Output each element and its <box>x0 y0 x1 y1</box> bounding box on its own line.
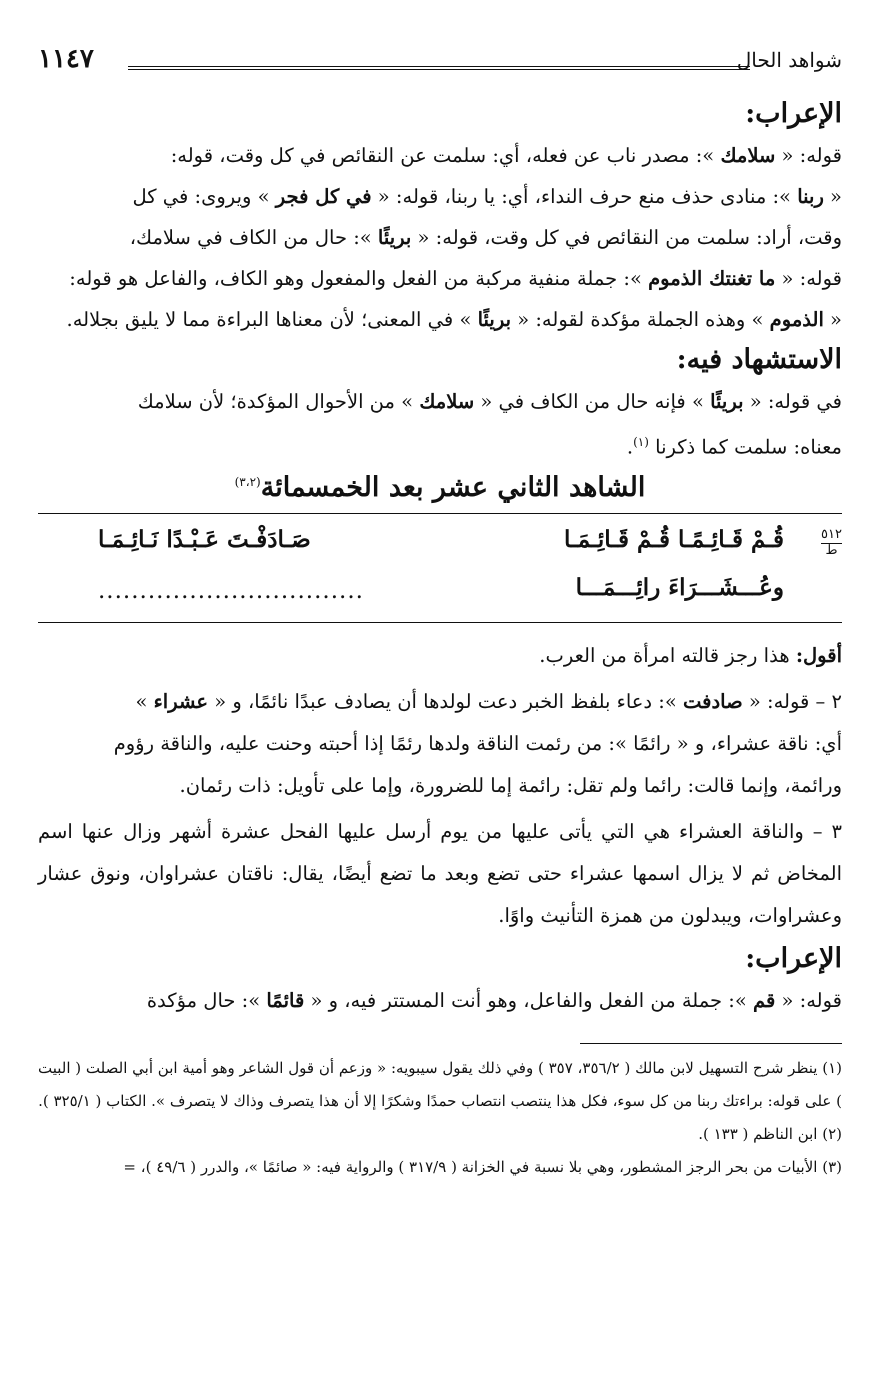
footnote: (٢) ابن الناظم ( ١٣٣ ). <box>698 1124 842 1143</box>
verse-box <box>38 513 842 623</box>
page <box>38 40 842 1184</box>
verse-ellipsis: ................................ <box>98 577 364 604</box>
text-line: وقت، أراد: سلمت من النقائص في كل وقت، قوله: « بريئًا »: حال من الكاف في سلامك، <box>129 226 842 249</box>
text-line: « الذموم » وهذه الجملة مؤكدة لقوله: « بريئًا » في المعنى؛ لأن معناها البراءة مما لا يليق بجلاله. <box>66 308 842 331</box>
footnote: (٣) الأبيات من بحر الرجز المشطور، وهي بلا نسبة في الخزانة ( ٣١٧/٩ ) والرواية فيه: « صائمًا »، والدرر ( ٤٩/٦ )، = <box>123 1157 842 1176</box>
section-heading-irab-2: الإعراب: <box>745 942 842 974</box>
verse-hemistich: وعُـــشَـــرَاءَ رائِـــمَـــا <box>575 573 784 601</box>
header-rule <box>128 66 750 70</box>
footnote-divider <box>580 1043 842 1044</box>
verse-number: ٥١٢ ط <box>821 526 842 558</box>
footnote: (١) ينظر شرح التسهيل لابن مالك ( ٣٥٦/٢، ٣٥٧ ) وفي ذلك يقول سيبويه: « وزعم أن قول الشاعر وهو أمية ابن أبي الصلت ( البيت ) على قوله: براءتك ربنا من كل سوء، فكل هذا ينتصب انتصاب حمدًا وشكرًا إلا أن هذا يتصرف وذاك لا يتصرف ». الكتاب ( ٣٢٥/١ ). <box>38 1058 843 1110</box>
section-heading-istishhad: الاستشهاد فيه: <box>676 344 842 375</box>
commentary <box>38 635 842 937</box>
running-title: شواهد الحال <box>736 48 842 72</box>
paragraph: ٣ – والناقة العشراء هي التي يأتى عليها من يوم أرسل عليها الفحل عشرة أشهر وزال عنها اسم المخاض ثم لا يزال اسمها عشراء حتى تضع وبعد ما تضع أيضًا، يقال: ناقتان عشراوان، ونوق عشار وعشراوات، ويبدلون من همزة التأنيث واوًا. <box>38 819 842 927</box>
verse-hemistich: صَـادَفْـتَ عَـبْـدًا نَـائِـمَـا <box>98 525 311 553</box>
text-line: قوله: « قم »: جملة من الفعل والفاعل، وهو أنت المستتر فيه، و « قائمًا »: حال مؤكدة <box>146 988 842 1012</box>
text-line: قوله: « سلامك »: مصدر ناب عن فعله، أي: سلمت عن النقائص في كل وقت، قوله: <box>170 144 842 167</box>
irab-paragraph <box>38 135 842 340</box>
text-line: أقول: هذا رجز قالته امرأة من العرب. <box>539 643 842 667</box>
verse-hemistich: قُـمْ قَـائِـمًـا قُـمْ قَـائِـمَـا <box>564 525 784 553</box>
page-number: ١١٤٧ <box>38 44 94 74</box>
text-line: أي: ناقة عشراء، و « رائمًا »: من رئمت الناقة ولدها رئمًا إذا أحبته وحنت عليه، والناقة رؤوم <box>113 731 842 755</box>
text-line: معناه: سلمت كما ذكرنا $^{(١)}$. <box>626 435 842 459</box>
footnote-ref: (١) <box>633 435 649 449</box>
text-line: « ربنا »: منادى حذف منع حرف النداء، أي: يا ربنا، قوله: « في كل فجر » ويروى: في كل <box>132 185 842 208</box>
footnote-ref: (٣،٢) <box>234 474 261 489</box>
text-line: ورائمة، وإنما قالت: رائما ولم تقل: رائمة إما للضرورة، وإما على تأويل: ذات رئمان. <box>179 773 842 797</box>
text-line: ٢ – قوله: « صادفت »: دعاء بلفظ الخبر دعت لولدها أن يصادف عبدًا نائمًا، و « عشراء » <box>135 689 842 713</box>
text-line: قوله: « ما تغنتك الذموم »: جملة منفية مركبة من الفعل والمفعول وهو الكاف، والفاعل هو قوله: <box>69 267 842 290</box>
footnotes <box>38 1052 842 1184</box>
text-line: في قوله: « بريئًا » فإنه حال من الكاف في « سلامك » من الأحوال المؤكدة؛ لأن سلامك <box>137 390 842 413</box>
section-heading-irab: الإعراب: <box>745 98 842 129</box>
istishhad-paragraph <box>38 381 842 468</box>
page-header <box>38 40 842 80</box>
witness-title: الشاهد الثاني عشر بعد الخمسمائة$^{(٣،٢)}$ <box>234 471 646 503</box>
